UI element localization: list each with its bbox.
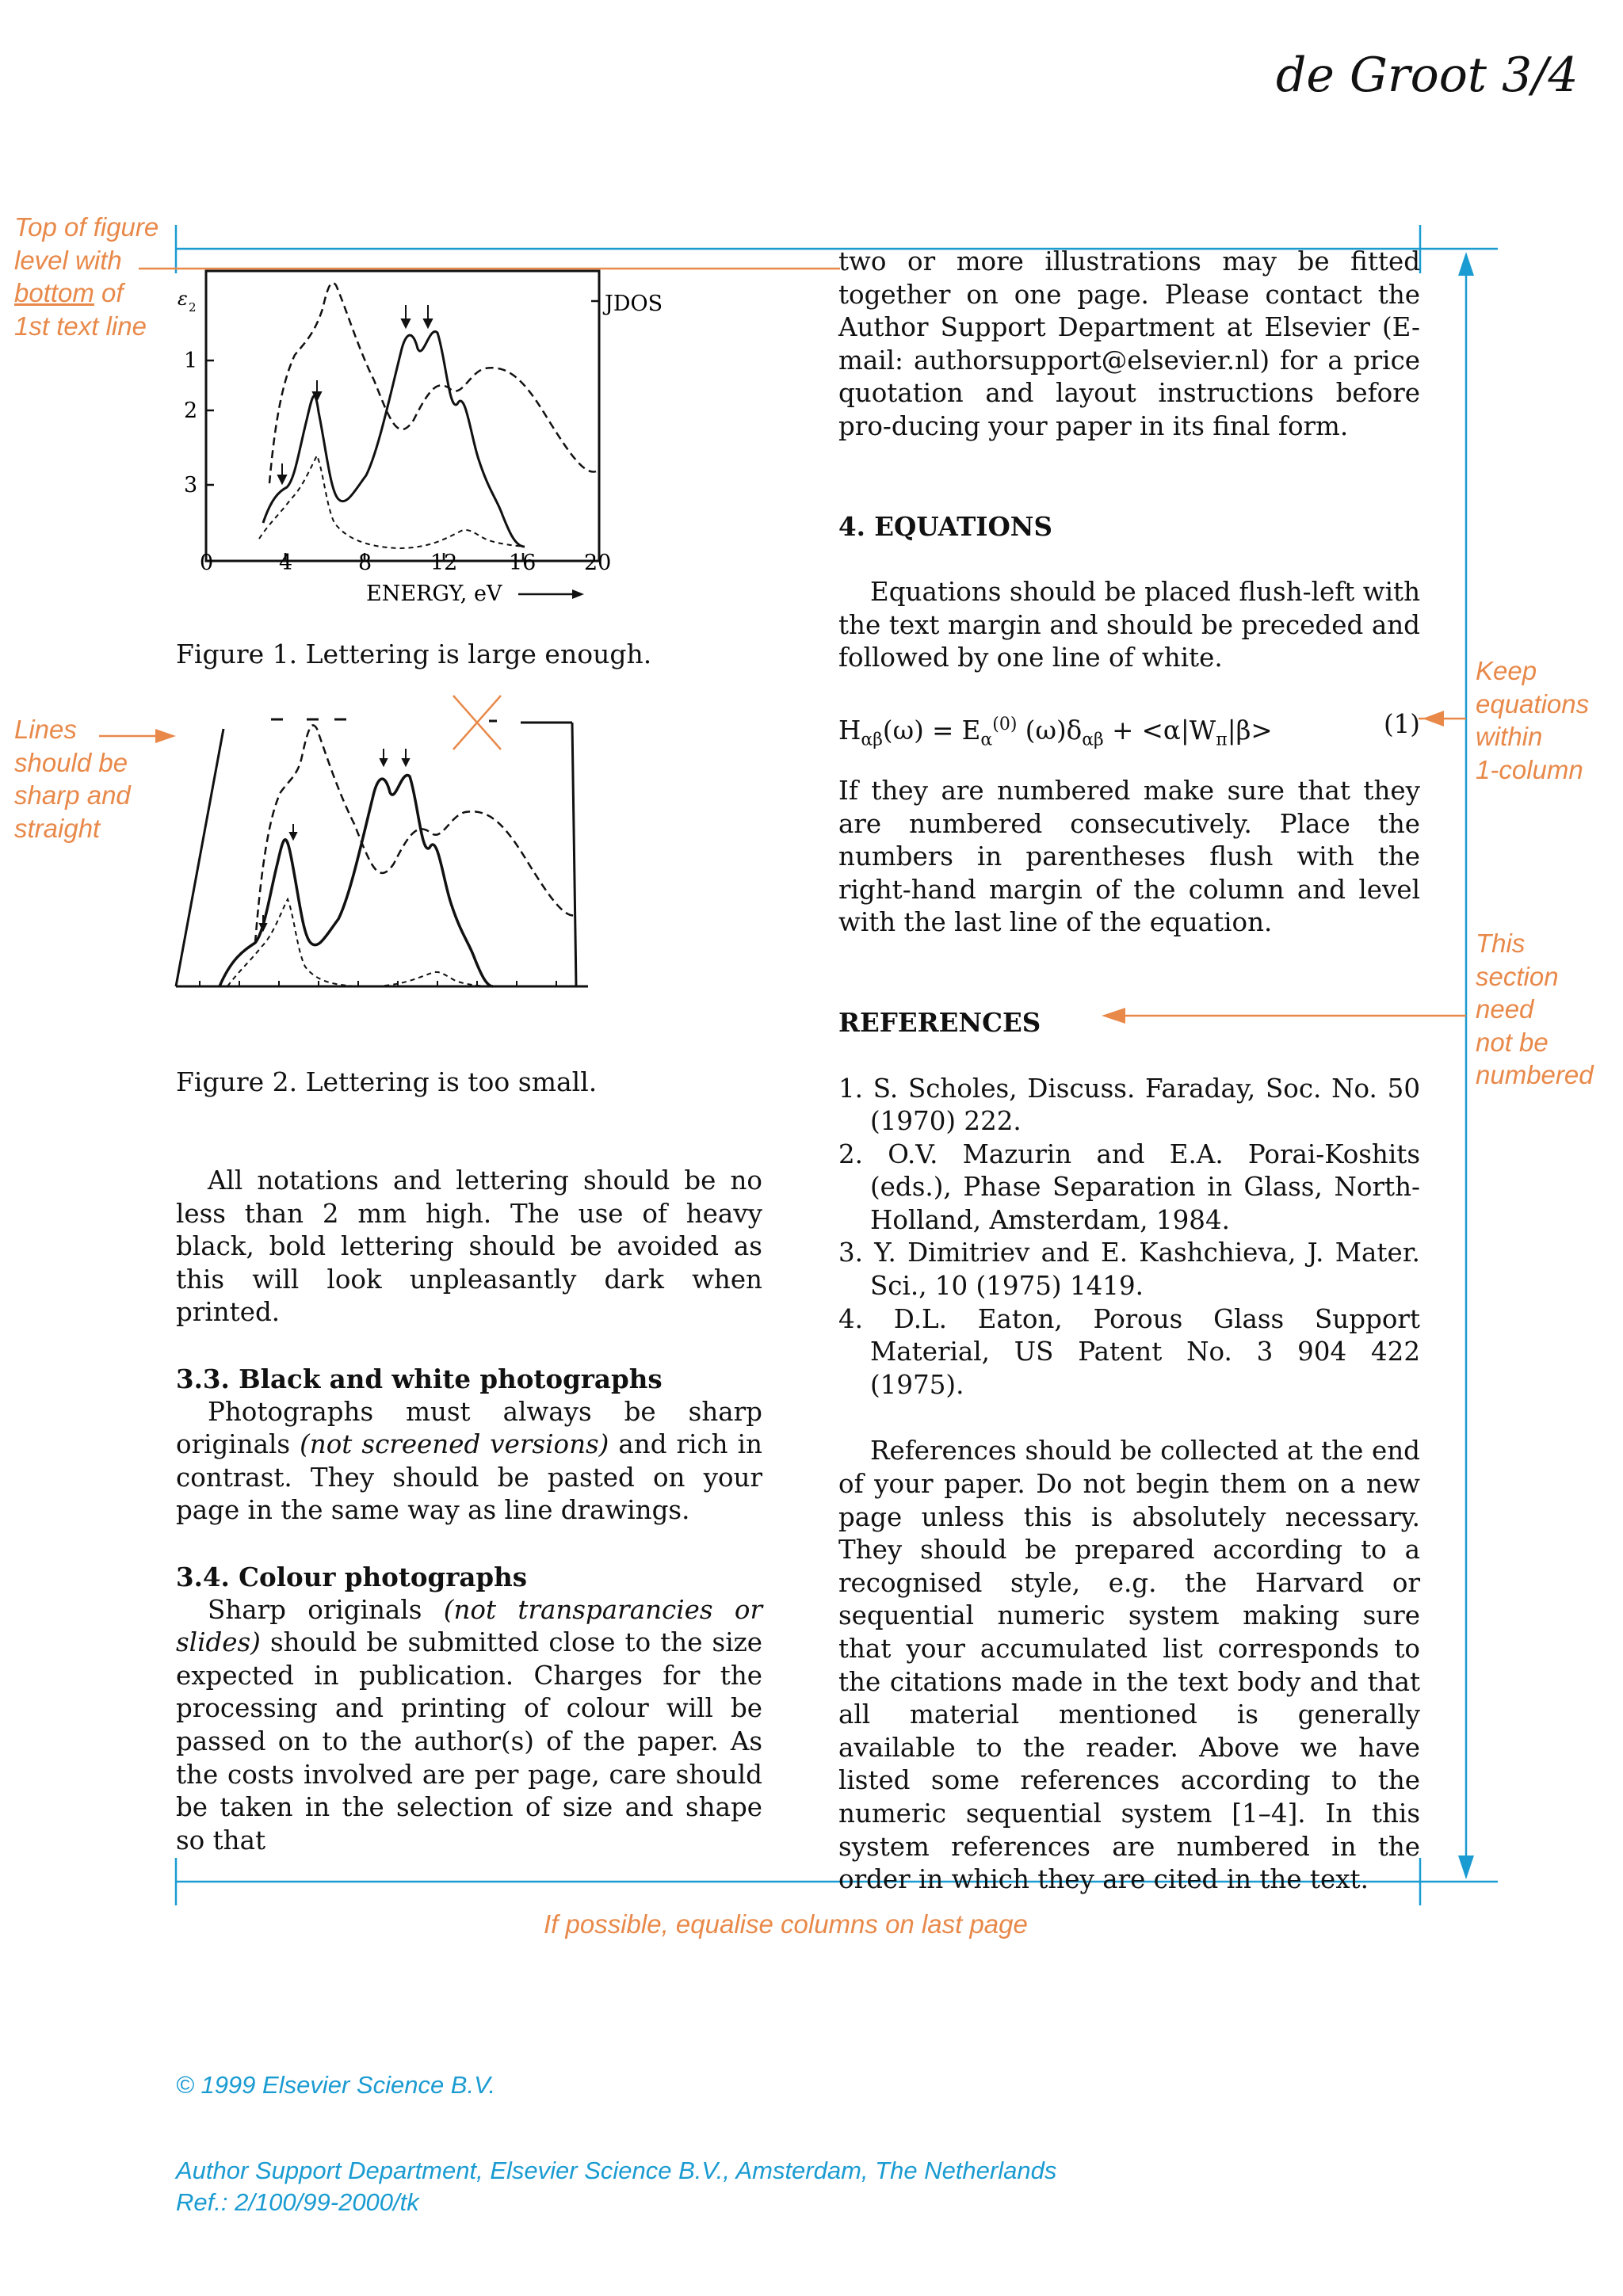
reference-item: 3. Y. Dimitriev and E. Kashchieva, J. Mater. Sci., 10 (1975) 1419. [838, 1238, 1420, 1302]
para-colour-photos: Sharp originals (not transparancies or slides) should be submitted close to the size expected in publication. Charges for the processing and printing of colour will be passed on to the author(s) of the paper. As the costs involved are per page, care should be taken in the selection of size and shape so that [176, 1594, 762, 1855]
fig1-ytick-2: 2 [184, 399, 198, 423]
fig1-ylabel: ε [178, 288, 188, 310]
fig1-xlabel: ENERGY, eV [366, 582, 502, 606]
para-bw-photos: Photographs must always be sharp originals (not screened versions) and rich in contrast. They should be pasted on your page in the same way as line drawings. [176, 1396, 762, 1526]
heading-3-4: 3.4. Colour photographs [176, 1561, 528, 1592]
note-figure-top: Top of figure level with bottom of 1st text line [14, 212, 159, 341]
fig1-solid-curve [263, 332, 525, 547]
right-column [838, 246, 1420, 1897]
figure-1 [176, 261, 663, 618]
fig1-ytick-1: 1 [184, 349, 198, 373]
heading-3-3: 3.3. Black and white photographs [176, 1363, 663, 1394]
figure-2 [176, 705, 604, 1022]
fig2-dashed-curve [255, 725, 576, 943]
fig1-xtick-8: 8 [358, 551, 372, 575]
fig1-lower-curve [259, 456, 525, 548]
author-signature: de Groot 3/4 [1276, 48, 1579, 103]
fig1-xtick-20: 20 [584, 551, 612, 575]
reference-list [838, 1073, 1420, 1402]
figure-2-caption: Figure 2. Lettering is too small. [176, 1066, 598, 1097]
fig1-ytick-3: 3 [184, 473, 198, 498]
note-references: This section need not be numbered [1476, 929, 1594, 1089]
para-references: References should be collected at the end of your paper. Do not begin them on a new page unless this is absolutely necessary. They should be prepared according to a recognised style, e.g. the Harvard or sequential numeric system making sure that your accumulated list corresponds to the citations made in the text body and that all material mentioned is generally available to the reader. Above we have listed some references according to the numeric sequential system [1–4]. In this system references are numbered in the order in which they are cited in the text. [838, 1436, 1420, 1895]
para-equations: Equations should be placed flush-left with the text margin and should be preceded and followed by one line of white. [838, 577, 1420, 673]
note-equations: Keep equations within 1-column [1476, 656, 1590, 784]
note-lines-sharp: Lines should be sharp and straight [14, 715, 131, 843]
fig1-xtick-0: 0 [200, 551, 214, 575]
left-column [176, 1165, 762, 1857]
footer-department: Author Support Department, Elsevier Science B.V., Amsterdam, The Netherlands [176, 2157, 1057, 2184]
footer-reference: Ref.: 2/100/99-2000/tk [176, 2188, 419, 2216]
para-continuation: two or more illustrations may be fitted together on one page. Please contact the Author Support Department at Elsevier (E-mail: authorsupport@elsevier.nl) for a price quotation and layout instructions before pro-ducing your paper in its final form. [838, 246, 1420, 441]
fig2-solid-curve [220, 776, 493, 986]
equation-1: $H_{\alpha\beta}(\omega) = E_\alpha^{(0)}$ $(\omega)\delta_{\alpha\beta} + <\alpha|W_\pi|\beta>$ (1) [838, 708, 1420, 750]
footer-copyright: © 1999 Elsevier Science B.V. [176, 2071, 496, 2099]
reference-item: 1. S. Scholes, Discuss. Faraday, Soc. No. 50 (1970) 222. [838, 1073, 1420, 1137]
figure-1-caption: Figure 1. Lettering is large enough. [176, 639, 652, 669]
fig1-xtick-4: 4 [279, 551, 293, 575]
para-notations: All notations and lettering should be no less than 2 mm high. The use of heavy black, bold lettering should be avoided as this will look unpleasantly dark when printed. [176, 1165, 762, 1328]
note-equalise: If possible, equalise columns on last page [544, 1909, 1028, 1939]
heading-references: REFERENCES [838, 1006, 1041, 1038]
fig1-ylabel-sub: 2 [189, 300, 197, 315]
fig1-dashed-curve [269, 283, 596, 483]
equation-number: (1) [1383, 708, 1420, 739]
fig1-jdos-label: JDOS [605, 292, 663, 316]
fig1-xtick-16: 16 [509, 551, 537, 575]
reference-item: 2. O.V. Mazurin and E.A. Porai-Koshits (eds.), Phase Separation in Glass, North-Holland, Amsterdam, 1984. [838, 1138, 1420, 1235]
para-numbering: If they are numbered make sure that they are numbered consecutively. Place the numbers in parentheses flush with the right-hand margin of the column and level with the last line of the equation. [838, 775, 1420, 938]
reference-item: 4. D.L. Eaton, Porous Glass Support Material, US Patent No. 3 904 422 (1975). [838, 1303, 1420, 1400]
heading-4: 4. EQUATIONS [838, 510, 1052, 542]
fig1-xtick-12: 12 [430, 551, 458, 575]
